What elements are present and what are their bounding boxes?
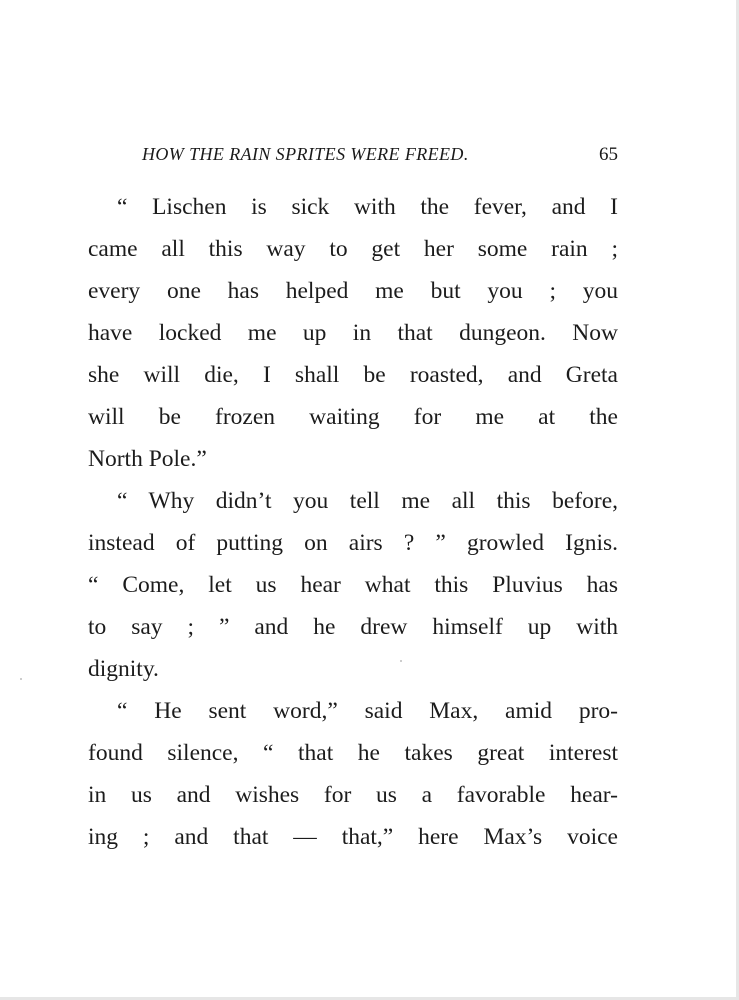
text-line: “ Come, let us hear what this Pluvius has [88,572,618,598]
running-title: HOW THE RAIN SPRITES WERE FREED. [142,144,469,164]
body-text [88,186,618,858]
text-line: “ Why didn’t you tell me all this before, [117,488,618,514]
scan-speck [400,660,402,662]
text-line: to say ; ” and he drew himself up with [88,614,618,640]
text-line: ing ; and that — that,” here Max’s voice [88,824,618,850]
text-line: in us and wishes for us a favorable hear- [88,782,618,808]
text-line: North Pole.” [88,446,207,472]
text-line: will be frozen waiting for me at the [88,404,618,430]
text-line: have locked me up in that dungeon. Now [88,320,618,346]
scan-speck [20,678,22,680]
text-line: came all this way to get her some rain ; [88,236,618,262]
page-number: 65 [599,144,618,165]
text-line: every one has helped me but you ; you [88,278,618,304]
text-line: dignity. [88,656,159,682]
text-line: she will die, I shall be roasted, and Greta [88,362,618,388]
text-line: “ Lischen is sick with the fever, and I [117,194,618,220]
text-line: instead of putting on airs ? ” growled Ignis. [88,530,618,556]
text-line: “ He sent word,” said Max, amid pro- [117,698,618,724]
text-line: found silence, “ that he takes great interest [88,740,618,766]
page-header [142,144,618,172]
